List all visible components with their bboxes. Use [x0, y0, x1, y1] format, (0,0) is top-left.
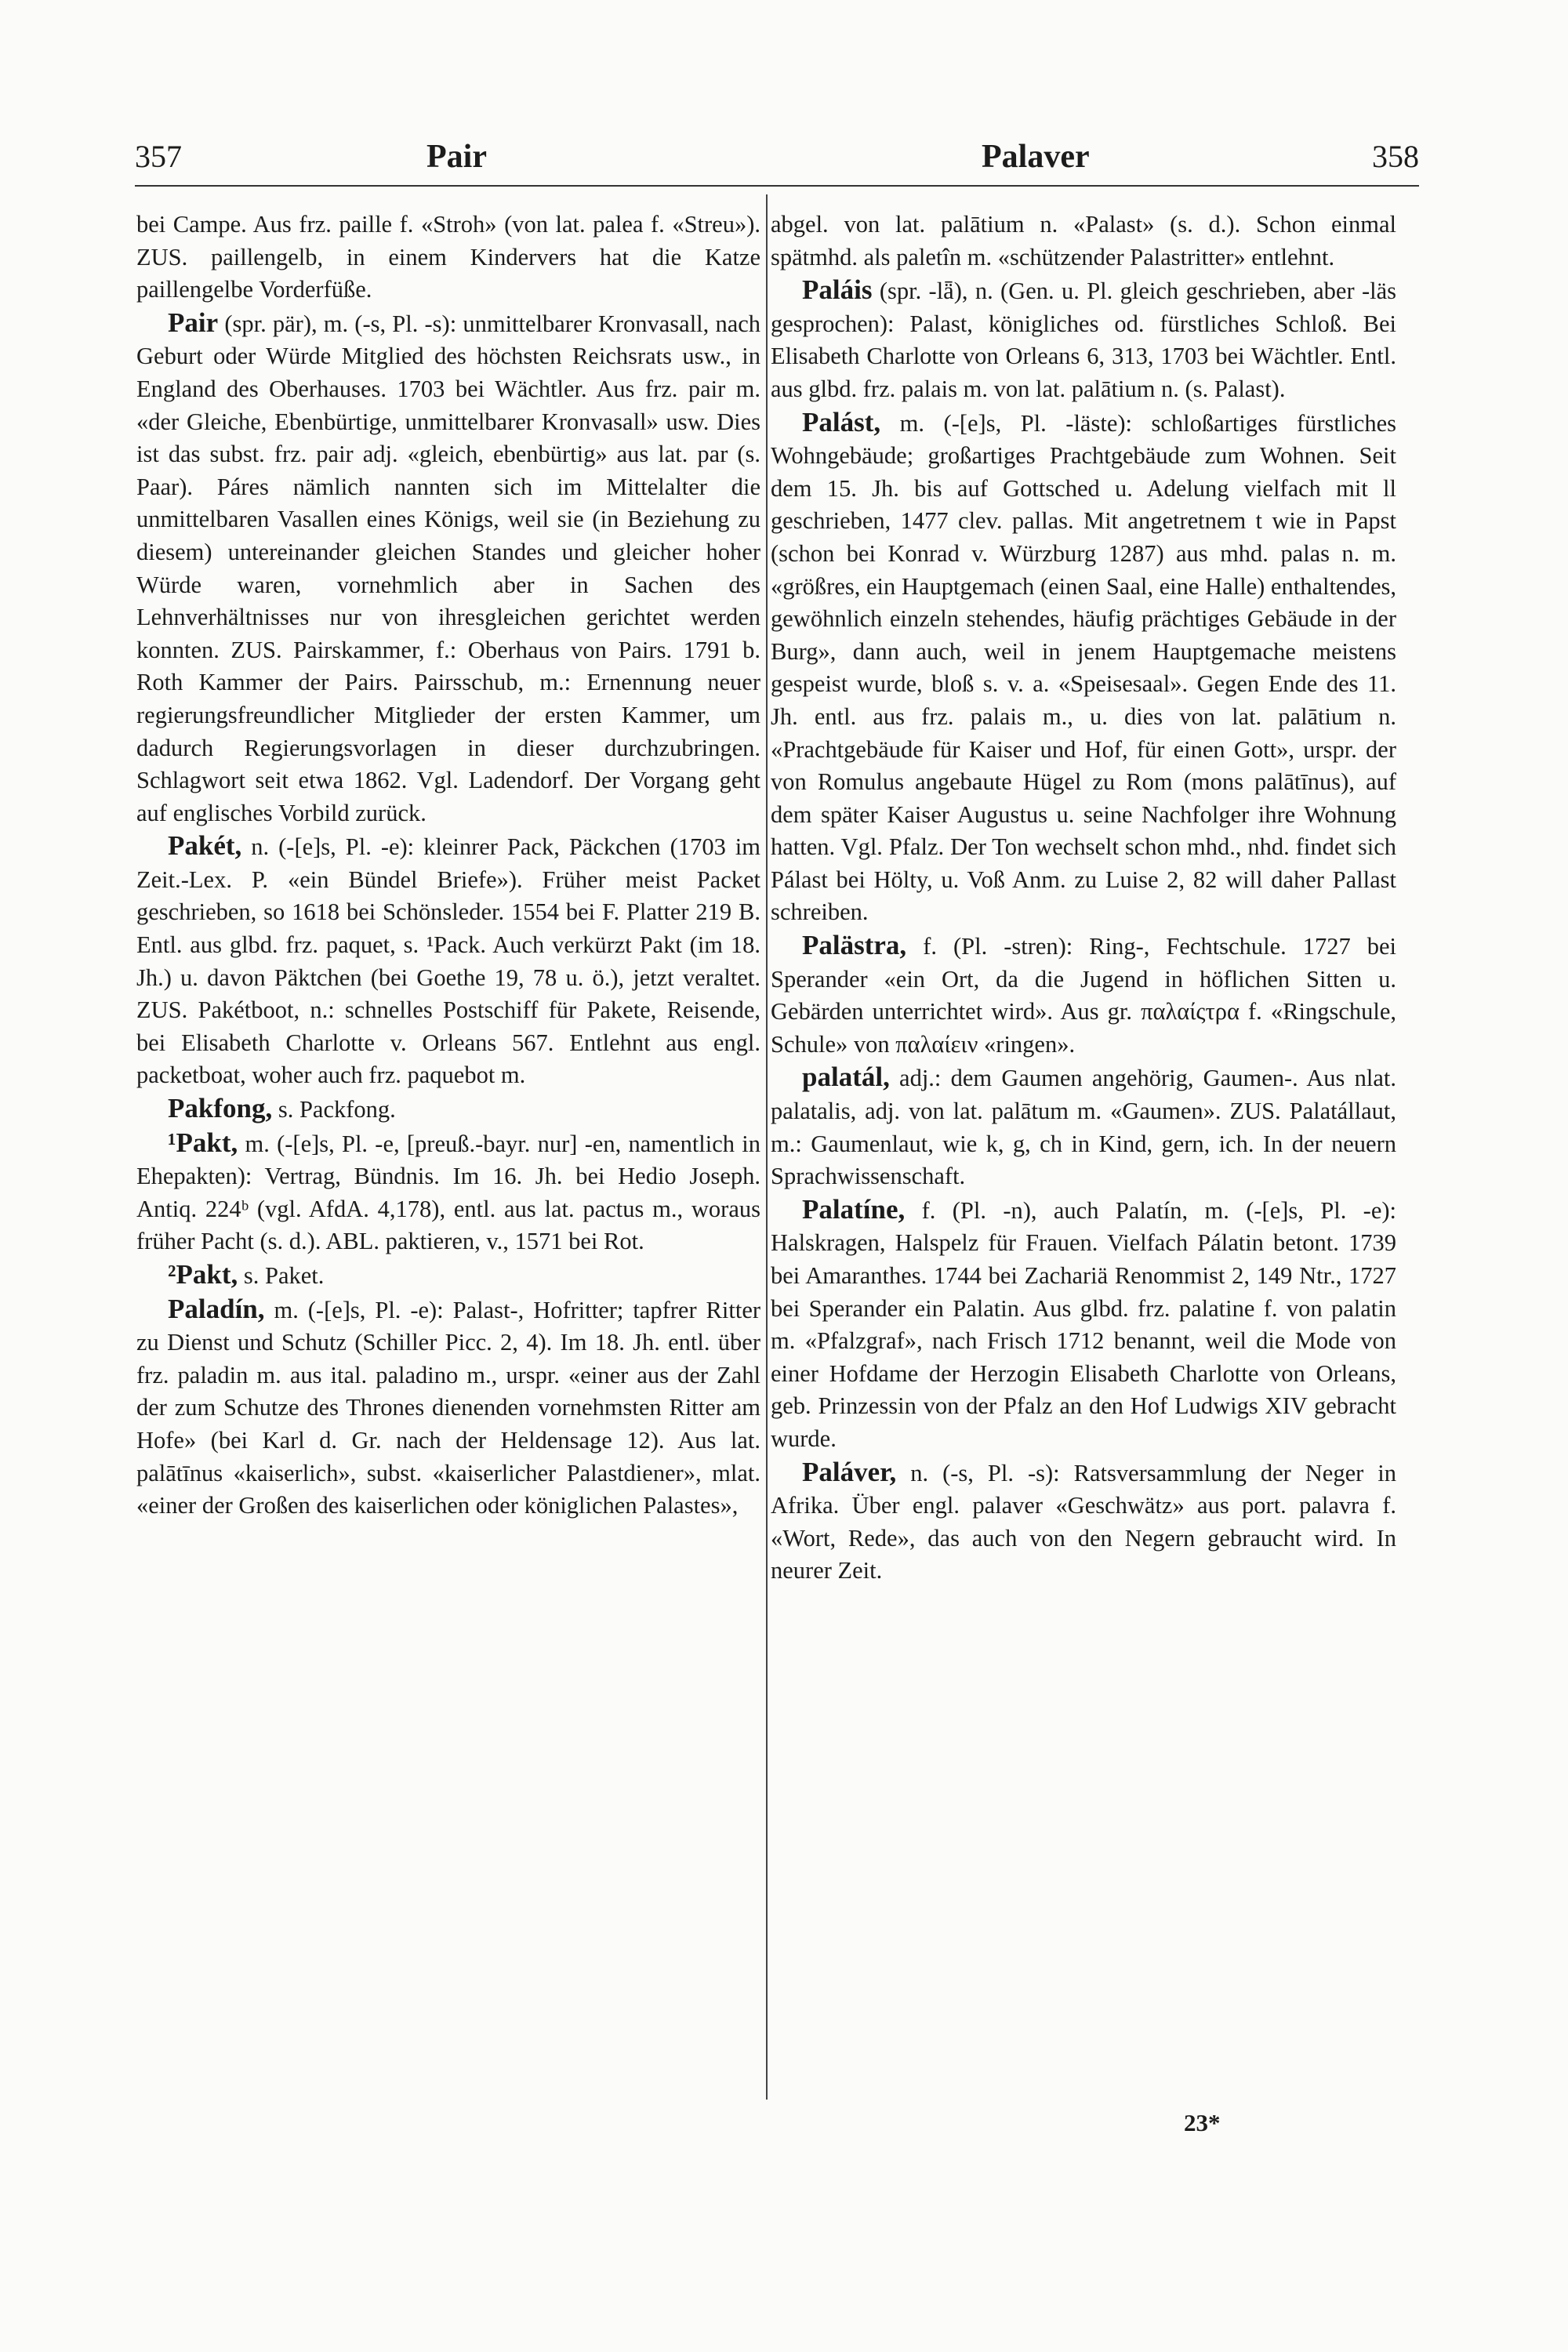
entry-body: s. Paket. — [243, 1262, 325, 1289]
entry-headword: ²Pakt, — [168, 1259, 238, 1290]
header-rule — [135, 185, 1419, 187]
entry-body: m. (-[e]s, Pl. -läste): schloßartiges fürstliches Wohngebäude; großartiges Prachtgebäude zum Wohnen. Seit dem 15. Jh. bis auf Gottsched u. Adelung vielfach mit ll geschrieben, 1477 clev. pallas. Mit angetretnem t wie in Papst (schon bei Konrad v. Würzburg 1287) aus mhd. palas n. m. «größres, ein Hauptgemach (einen Saal, eine Halle) enthaltendes, gewöhnlich einzeln stehendes, häufig prächtiges Gebäude in der Burg», dann auch, weil in jenem Hauptgemache meistens gespeist wurde, bloß s. v. a. «Speisesaal». Gegen Ende des 11. Jh. entl. aus frz. palais m., u. dies von lat. palātium n. «Prachtgebäude für Kaiser und Hof, für einen Gott», urspr. der von Romulus angebaute Hügel zu Rom (mons palātīnus), auf dem später Kaiser Augustus u. seine Nachfolger ihre Wohnung hatten. Vgl. Pfalz. Der Ton wechselt schon mhd., nhd. findet sich Pálast bei Hölty, u. Voß Anm. zu Luise 2, 82 will daher Pallast schreiben. — [771, 409, 1397, 926]
page-header — [135, 138, 1419, 188]
entry-body: f. (Pl. -n), auch Palatín, m. (-[e]s, Pl. -e): Halskragen, Halspelz für Frauen. Vielfach Pálatin betont. 1739 bei Amaranthes. 1744 bei Zachariä Renommist 2, 149 Ntr., 1727 bei Sperander ein Palatin. Aus glbd. frz. palatine f. von palatin m. «Pfalzgraf», nach Frisch 1712 benannt, weil die Mode von einer Hofdame der Herzogin Elisabeth Charlotte von Orleans, geb. Prinzessin von der Pfalz an den Hof Ludwigs XIV gebracht wurde. — [771, 1196, 1397, 1452]
dictionary-entry — [136, 307, 760, 830]
entry-body: (spr. pär), m. (-s, Pl. -s): unmittelbarer Kronvasall, nach Geburt oder Würde Mitglied des höchsten Reichsrats usw., in England des Oberhauses. 1703 bei Wächtler. Aus frz. pair m. «der Gleiche, Ebenbürtige, unmittelbarer Kronvasall» usw. Dies ist das subst. frz. pair adj. «gleich, ebenbürtig» aus lat. par (s. Paar). Páres nämlich nannten sich im Mittelalter die unmittelbaren Vasallen eines Königs, weil sie (in Beziehung zu diesem) untereinander gleichen Standes und gleicher hoher Würde waren, vornehmlich aber in Sachen des Lehnverhältnisses nur von ihresgleichen gerichtet werden konnten. ZUS. Pairskammer, f.: Oberhaus von Pairs. 1791 b. Roth Kammer der Pairs. Pairsschub, m.: Ernennung neuer regierungsfreundlicher Mitglieder der ersten Kammer, um dadurch Regierungsvorlagen in dieser durchzubringen. Schlagwort seit etwa 1862. Vgl. Ladendorf. Der Vorgang geht auf englisches Vorbild zurück. — [136, 310, 761, 826]
dictionary-entry — [136, 1092, 760, 1127]
entry-headword: Palatíne, — [802, 1193, 906, 1225]
page-number-right: 358 — [1372, 139, 1419, 174]
entry-headword: Pair — [168, 307, 219, 338]
entry-headword: Pakét, — [168, 830, 242, 862]
running-headword-right: Palaver — [982, 139, 1090, 175]
left-column — [136, 209, 760, 1523]
entry-body: n. (-s, Pl. -s): Ratsversammlung der Neger in Afrika. Über engl. palaver «Geschwätz» aus port. palavra f. «Wort, Rede», das auch von den Negern gebraucht wird. In neurer Zeit. — [771, 1459, 1397, 1584]
dictionary-entry — [136, 1293, 760, 1523]
dictionary-entry — [771, 929, 1396, 1061]
entry-body: n. (-[e]s, Pl. -e): kleinrer Pack, Päckchen (1703 im Zeit.-Lex. P. «ein Bündel Briefe»). Früher meist Packet geschrieben, so 1618 bei Schönsleder. 1554 bei F. Platter 219 B. Entl. aus glbd. frz. paquet, s. ¹Pack. Auch verkürzt Pakt (im 18. Jh.) u. davon Päktchen (bei Goethe 19, 78 u. ö.), jetzt veraltet. ZUS. Pakétboot, n.: schnelles Postschiff für Pakete, Reisende, bei Elisabeth Charlotte v. Orleans 567. Entlehnt aus engl. packetboat, woher auch frz. paquebot m. — [136, 833, 760, 1089]
entry-headword: Paláis — [802, 274, 873, 306]
entry-headword: palatál, — [802, 1062, 890, 1093]
entry-headword: Paláver, — [802, 1456, 897, 1487]
entry-headword: ¹Pakt, — [168, 1127, 238, 1158]
right-column — [771, 209, 1396, 1588]
entry-body: s. Packfong. — [278, 1096, 396, 1123]
dictionary-entry — [136, 1258, 760, 1293]
running-headword-left: Pair — [426, 139, 487, 175]
entry-headword: Pakfong, — [168, 1093, 273, 1124]
entry-body: adj.: dem Gaumen angehörig, Gaumen-. Aus nlat. palatalis, adj. von lat. palātum m. «Gaumen». ZUS. Palatállaut, m.: Gaumenlaut, wie k, g, ch in Kind, gern, ich. In der neuern Sprachwissenschaft. — [771, 1065, 1396, 1190]
entry-continuation: abgel. von lat. palātium n. «Palast» (s. d.). Schon einmal spätmhd. als paletîn m. «schützender Palastritter» entlehnt. — [771, 211, 1396, 270]
signature-mark: 23* — [1184, 2109, 1221, 2136]
entry-headword: Paladín, — [168, 1293, 265, 1324]
column-divider — [766, 194, 768, 2100]
dictionary-entry — [771, 1061, 1396, 1192]
dictionary-entry — [771, 406, 1396, 930]
entry-headword: Palästra, — [802, 930, 907, 961]
entry-headword: Palást, — [802, 406, 881, 437]
page-number-left: 357 — [135, 139, 182, 174]
entry-body: m. (-[e]s, Pl. -e, [preuß.-bayr. nur] -en, namentlich in Ehepakten): Vertrag, Bündnis. Im 16. Jh. bei Hedio Joseph. Antiq. 224ᵇ (vgl. AfdA. 4,178), entl. aus lat. pactus m., woraus früher Pacht (s. d.). ABL. paktieren, v., 1571 bei Rot. — [136, 1130, 760, 1255]
entry-body: m. (-[e]s, Pl. -e): Palast-, Hofritter; tapfrer Ritter zu Dienst und Schutz (Schiller Picc. 2, 4). Im 18. Jh. entl. über frz. paladin m. aus ital. paladino m., urspr. «einer aus der Zahl der zum Schutze des Thrones dienenden vornehmsten Ritter am Hofe» (bei Karl d. Gr. nach der Heldensage 12). Aus lat. palātīnus «kaiserlich», subst. «kaiserlicher Palastdiener», mlat. «einer der Großen des kaiserlichen oder königlichen Palastes», — [136, 1296, 761, 1519]
entry-body: f. (Pl. -stren): Ring-, Fechtschule. 1727 bei Sperander «ein Ort, da die Jugend in höflichen Sitten u. Gebärden unterrichtet wird». Aus gr. παλαίςτρα f. «Ringschule, Schule» von παλαίειν «ringen». — [771, 933, 1396, 1058]
dictionary-entry — [136, 829, 760, 1092]
entry-body: (spr. -lǟ), n. (Gen. u. Pl. gleich geschrieben, aber -läs gesprochen): Palast, königliches od. fürstliches Schloß. Bei Elisabeth Charlotte von Orleans 6, 313, 1703 bei Wächtler. Entl. aus glbd. frz. palais m. von lat. palātium n. (s. Palast). — [771, 278, 1396, 402]
dictionary-entry — [136, 1127, 760, 1258]
dictionary-entry — [771, 1456, 1396, 1588]
dictionary-entry — [771, 274, 1396, 405]
entry-continuation: bei Campe. Aus frz. paille f. «Stroh» (von lat. palea f. «Streu»). ZUS. paillengelb, in einem Kindervers hat die Katze paillengelbe Vorderfüße. — [136, 211, 760, 303]
dictionary-entry — [771, 1193, 1396, 1456]
